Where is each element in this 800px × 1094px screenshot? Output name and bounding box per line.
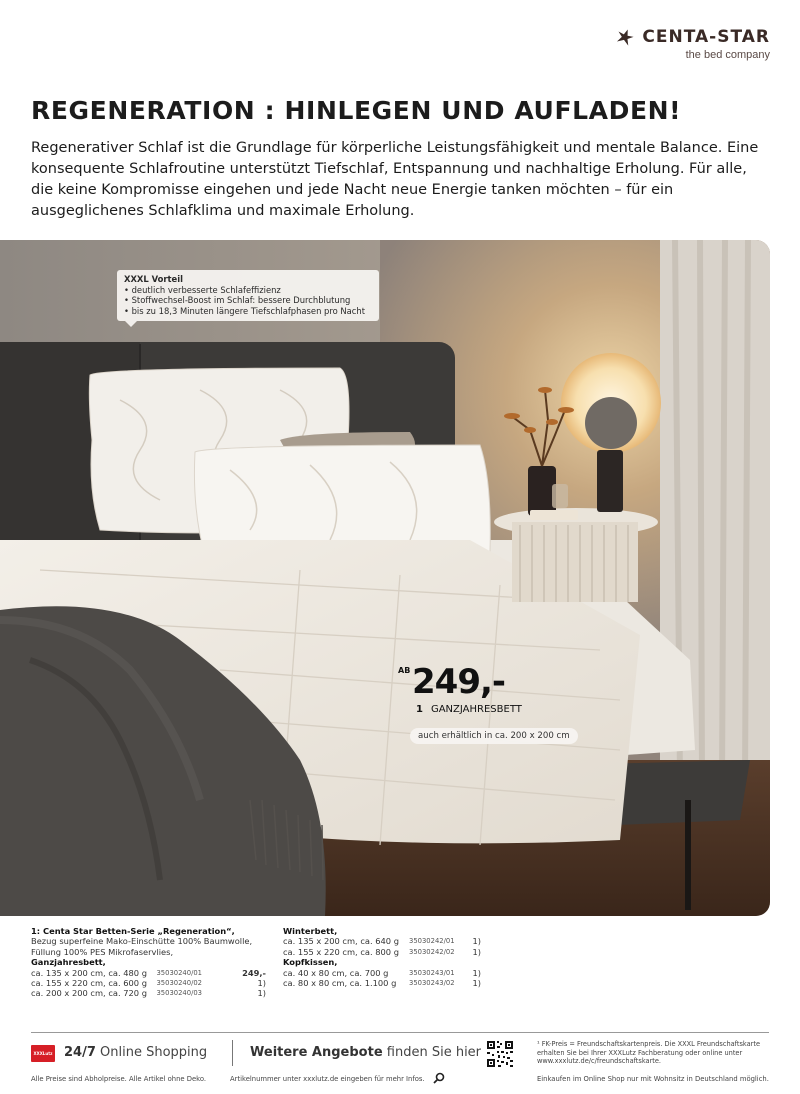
spec-row xyxy=(283,978,483,988)
spec-footnote: 1) xyxy=(472,936,481,947)
article-number: 35030240/03 xyxy=(156,989,203,998)
spec-row xyxy=(283,947,483,957)
spec-size: ca. 80 x 80 cm, ca. 1.100 g xyxy=(283,978,397,989)
prices-note: Alle Preise sind Abholpreise. Alle Artikel ohne Deko. xyxy=(31,1075,207,1083)
spec-footnote: 1) xyxy=(472,967,481,978)
spec-row xyxy=(31,978,266,988)
star-logo-icon xyxy=(614,26,636,48)
online-label: Online Shopping xyxy=(100,1045,208,1060)
xxxl-advantage-callout xyxy=(117,270,379,321)
brand-name: CENTA-STAR xyxy=(642,27,770,47)
spec-size: ca. 135 x 200 cm, ca. 480 g xyxy=(31,967,147,978)
spec-row xyxy=(283,968,483,978)
section-title: Ganzjahresbett, xyxy=(31,957,106,968)
online-hours: 24/7 xyxy=(64,1045,96,1060)
callout-item: • Stoffwechsel-Boost im Schlaf: bessere Durchblutung xyxy=(124,295,351,306)
brand-tagline: the bed company xyxy=(685,49,770,61)
page-title: REGENERATION : HINLEGEN UND AUFLADEN! xyxy=(31,96,682,125)
more-offers-link[interactable] xyxy=(250,1045,481,1060)
article-number: 35030243/02 xyxy=(409,979,455,988)
spec-row xyxy=(283,936,483,946)
product-type: GANZJAHRESBETT xyxy=(430,704,522,715)
product-number: 1 xyxy=(416,704,423,715)
more-offers-bold: Weitere Angebote xyxy=(250,1045,383,1060)
spec-footnote: 1) xyxy=(472,978,481,989)
spec-price: 249,- xyxy=(242,967,266,978)
spec-size: ca. 155 x 220 cm, ca. 600 g xyxy=(31,978,147,989)
article-number: 35030242/01 xyxy=(409,937,455,946)
spec-row xyxy=(31,988,266,998)
article-number: 35030243/01 xyxy=(409,968,455,977)
section-title: Kopfkissen, xyxy=(283,957,338,968)
intro-text: Regenerativer Schlaf ist die Grundlage für körperliche Leistungsfähigkeit und mentale Balance. Eine konsequente Schlafroutine unterstützt Tiefschlaf, Entspannung und nachhaltige Erholung. Für alle, die keine Kompromisse eingehen und jede Nacht neue Energie tanken möchten – für ein ausgeglichenes Schlafklima und maximale Erholung. xyxy=(31,140,759,219)
article-number: 35030240/01 xyxy=(156,968,203,977)
fk-price-note: ¹ FK-Preis = Freundschaftskartenpreis. Die XXXL Freundschaftskarte erhalten Sie bei Ihrer XXXLutz Fachberatung oder online unter www.xxxlutz.de/c/freundschaftskarte. xyxy=(537,1040,761,1066)
more-offers-label: finden Sie hier xyxy=(386,1045,482,1060)
article-number: 35030240/02 xyxy=(156,979,203,988)
article-number-note: Artikelnummer unter xxxlutz.de eingeben für mehr Infos. xyxy=(230,1075,425,1083)
spec-size: ca. 200 x 200 cm, ca. 720 g xyxy=(31,988,147,999)
specs-right xyxy=(283,926,483,988)
callout-title: XXXL Vorteil xyxy=(124,274,183,284)
price-label xyxy=(416,704,522,715)
product-series-title: 1: Centa Star Betten-Serie „Regeneration“, xyxy=(31,926,235,936)
price-prefix: AB xyxy=(398,666,411,675)
online-shopping-link[interactable] xyxy=(64,1045,207,1060)
product-photo xyxy=(0,240,770,916)
product-desc: Bezug superfeine Mako-Einschütte 100% Baumwolle, xyxy=(31,936,253,947)
price-value: 249,- xyxy=(412,662,505,702)
qr-code-icon[interactable] xyxy=(486,1040,514,1068)
spec-size: ca. 135 x 200 cm, ca. 640 g xyxy=(283,936,399,947)
footer-separator xyxy=(232,1040,233,1066)
footer-divider xyxy=(31,1032,769,1033)
availability-note: auch erhältlich in ca. 200 x 200 cm xyxy=(410,728,578,744)
spec-footnote: 1) xyxy=(472,946,481,957)
search-icon[interactable] xyxy=(433,1072,445,1084)
shop-residence-note: Einkaufen im Online Shop nur mit Wohnsitz in Deutschland möglich. xyxy=(537,1075,769,1083)
spec-footnote: 1) xyxy=(257,988,266,999)
brand-logo xyxy=(614,26,770,61)
product-desc: Füllung 100% PES Mikrofaservlies, xyxy=(31,946,174,957)
callout-item: • deutlich verbesserte Schlafeffizienz xyxy=(124,284,281,295)
spec-size: ca. 155 x 220 cm, ca. 800 g xyxy=(283,946,399,957)
callout-item: • bis zu 18,3 Minuten längere Tiefschlafphasen pro Nacht xyxy=(124,305,365,316)
spec-row xyxy=(31,968,266,978)
spec-footnote: 1) xyxy=(257,978,266,989)
specs-left xyxy=(31,926,266,999)
spec-size: ca. 40 x 80 cm, ca. 700 g xyxy=(283,967,389,978)
article-number: 35030242/02 xyxy=(409,947,455,956)
section-title: Winterbett, xyxy=(283,926,338,936)
xxxlutz-logo[interactable]: XXXLutz xyxy=(31,1045,55,1062)
